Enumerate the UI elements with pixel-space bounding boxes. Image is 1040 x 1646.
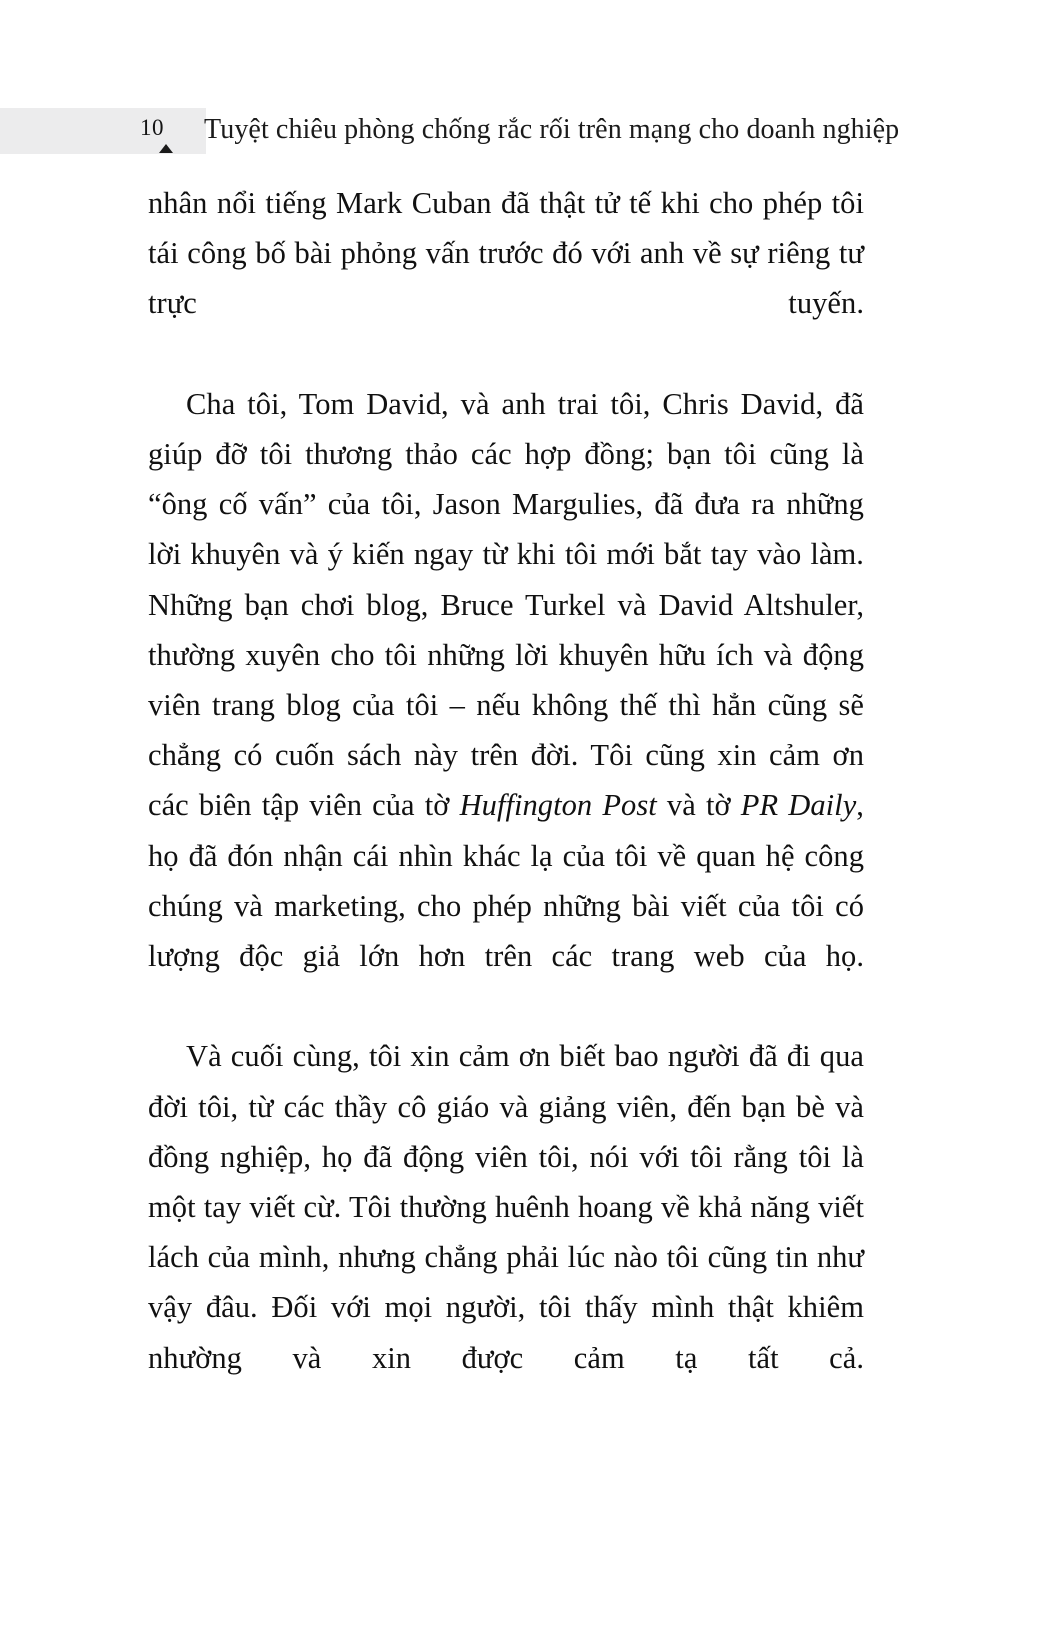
paragraph-3: Và cuối cùng, tôi xin cảm ơn biết bao người đã đi qua đời tôi, từ các thầy cô giáo và giảng viên, đến bạn bè và đồng nghiệp, họ đã động viên tôi, nói với tôi rằng tôi là một tay viết cừ. Tôi thường huênh hoang về khả năng viết lách của mình, nhưng chẳng phải lúc nào tôi cũng tin như vậy đâu. Đối với mọi người, tôi thấy mình thật khiêm nhường và xin được cảm tạ tất cả.	[148, 1039, 864, 1375]
publication-name-huffington-post: Huffington Post	[459, 788, 657, 823]
paragraph-2-part-2: và tờ	[656, 788, 741, 823]
paragraph-1: nhân nổi tiếng Mark Cuban đã thật tử tế khi cho phép tôi tái công bố bài phỏng vấn trước đó với anh về sự riêng tư trực tuyến.	[148, 186, 864, 321]
page-number: 10	[140, 115, 164, 140]
paragraph-2-part-3: , họ đã đón nhận cái nhìn khác lạ của tôi về quan hệ công chúng và marketing, cho phép những bài viết của tôi có lượng độc giả lớn hơn trên các trang web của họ.	[148, 788, 864, 974]
publication-name-pr-daily: PR Daily	[740, 788, 857, 823]
paragraph-2	[148, 379, 864, 1032]
paragraph-2-part-1: Cha tôi, Tom David, và anh trai tôi, Chris David, đã giúp đỡ tôi thương thảo các hợp đồng; bạn tôi cũng là “ông cố vấn” của tôi, Jason Margulies, đã đưa ra những lời khuyên và ý kiến ngay từ khi tôi mới bắt tay vào làm. Những bạn chơi blog, Bruce Turkel và David Altshuler, thường xuyên cho tôi những lời khuyên hữu ích và động viên trang blog của tôi – nếu không thế thì hẳn cũng sẽ chẳng có cuốn sách này trên đời. Tôi cũng xin cảm ơn các biên tập viên của tờ	[148, 386, 864, 823]
triangle-up-icon	[159, 144, 173, 153]
running-header	[0, 108, 1040, 154]
body-text-column	[148, 178, 864, 1433]
running-header-title: Tuyệt chiêu phòng chống rắc rối trên mạng cho doanh nghiệp	[204, 114, 900, 145]
